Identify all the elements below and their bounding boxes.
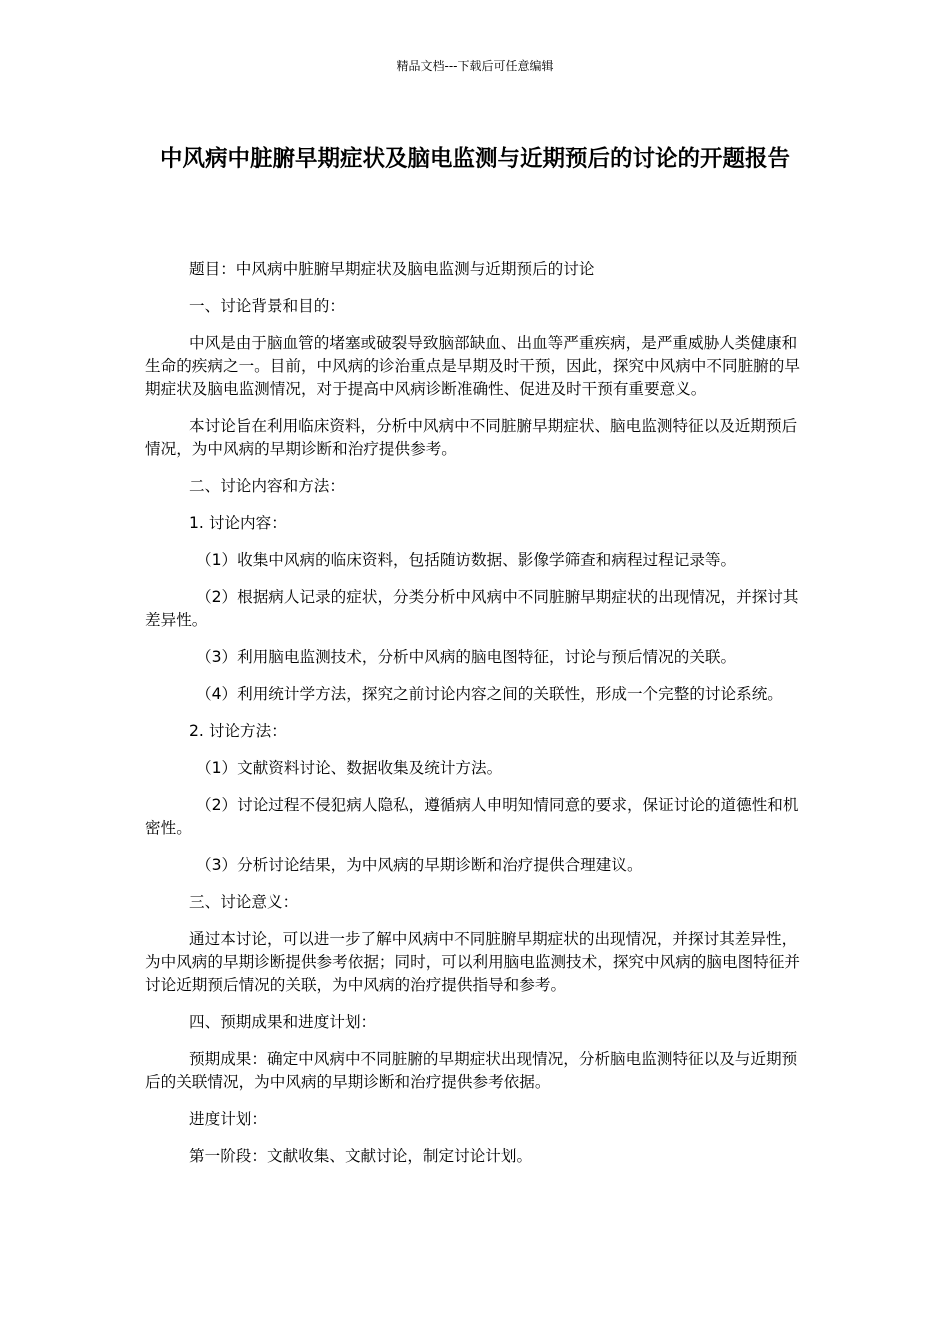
section-heading-background: 一、讨论背景和目的： — [189, 297, 345, 315]
body-paragraph: 本讨论旨在利用临床资料，分析中风病中不同脏腑早期症状、脑电监测特征以及近期预后情况，为中风病的早期诊断和治疗提供参考。 — [145, 417, 798, 458]
topic-line: 题目：中风病中脏腑早期症状及脑电监测与近期预后的讨论 — [189, 260, 595, 278]
body-paragraph: 通过本讨论，可以进一步了解中风病中不同脏腑早期症状的出现情况，并探讨其差异性，为中风病的早期诊断提供参考依据；同时，可以利用脑电监测技术，探究中风病的脑电图特征并讨论近期预后情况的关联，为中风病的治疗提供指导和参考。 — [145, 930, 800, 994]
list-item: （2）讨论过程不侵犯病人隐私，遵循病人申明知情同意的要求，保证讨论的道德性和机密性。 — [145, 796, 799, 837]
subheading-content: 1. 讨论内容： — [189, 514, 287, 532]
schedule-heading: 进度计划： — [189, 1110, 267, 1128]
list-item: （3）分析讨论结果，为中风病的早期诊断和治疗提供合理建议。 — [196, 856, 643, 874]
list-item: （1）收集中风病的临床资料，包括随访数据、影像学筛查和病程过程记录等。 — [196, 551, 737, 569]
schedule-stage-1: 第一阶段：文献收集、文献讨论，制定讨论计划。 — [189, 1147, 533, 1165]
section-heading-content-methods: 二、讨论内容和方法： — [189, 477, 345, 495]
document-body — [145, 258, 805, 1182]
list-item: （3）利用脑电监测技术，分析中风病的脑电图特征，讨论与预后情况的关联。 — [196, 648, 737, 666]
list-item: （1）文献资料讨论、数据收集及统计方法。 — [196, 759, 503, 777]
section-heading-significance: 三、讨论意义： — [189, 893, 299, 911]
list-item: （4）利用统计学方法，探究之前讨论内容之间的关联性，形成一个完整的讨论系统。 — [196, 685, 783, 703]
subheading-methods: 2. 讨论方法： — [189, 722, 287, 740]
list-item: （2）根据病人记录的症状，分类分析中风病中不同脏腑早期症状的出现情况，并探讨其差异性。 — [145, 588, 799, 629]
body-paragraph: 中风是由于脑血管的堵塞或破裂导致脑部缺血、出血等严重疾病，是严重威胁人类健康和生命的疾病之一。目前，中风病的诊治重点是早期及时干预，因此，探究中风病中不同脏腑的早期症状及脑电监测情况，对于提高中风病诊断准确性、促进及时干预有重要意义。 — [145, 334, 800, 398]
section-heading-outcomes-schedule: 四、预期成果和进度计划： — [189, 1013, 377, 1031]
page-header: 精品文档---下载后可任意编辑 — [396, 59, 554, 73]
body-paragraph: 预期成果：确定中风病中不同脏腑的早期症状出现情况，分析脑电监测特征以及与近期预后的关联情况，为中风病的早期诊断和治疗提供参考依据。 — [145, 1050, 798, 1091]
document-title: 中风病中脏腑早期症状及脑电监测与近期预后的讨论的开题报告 — [159, 146, 790, 172]
